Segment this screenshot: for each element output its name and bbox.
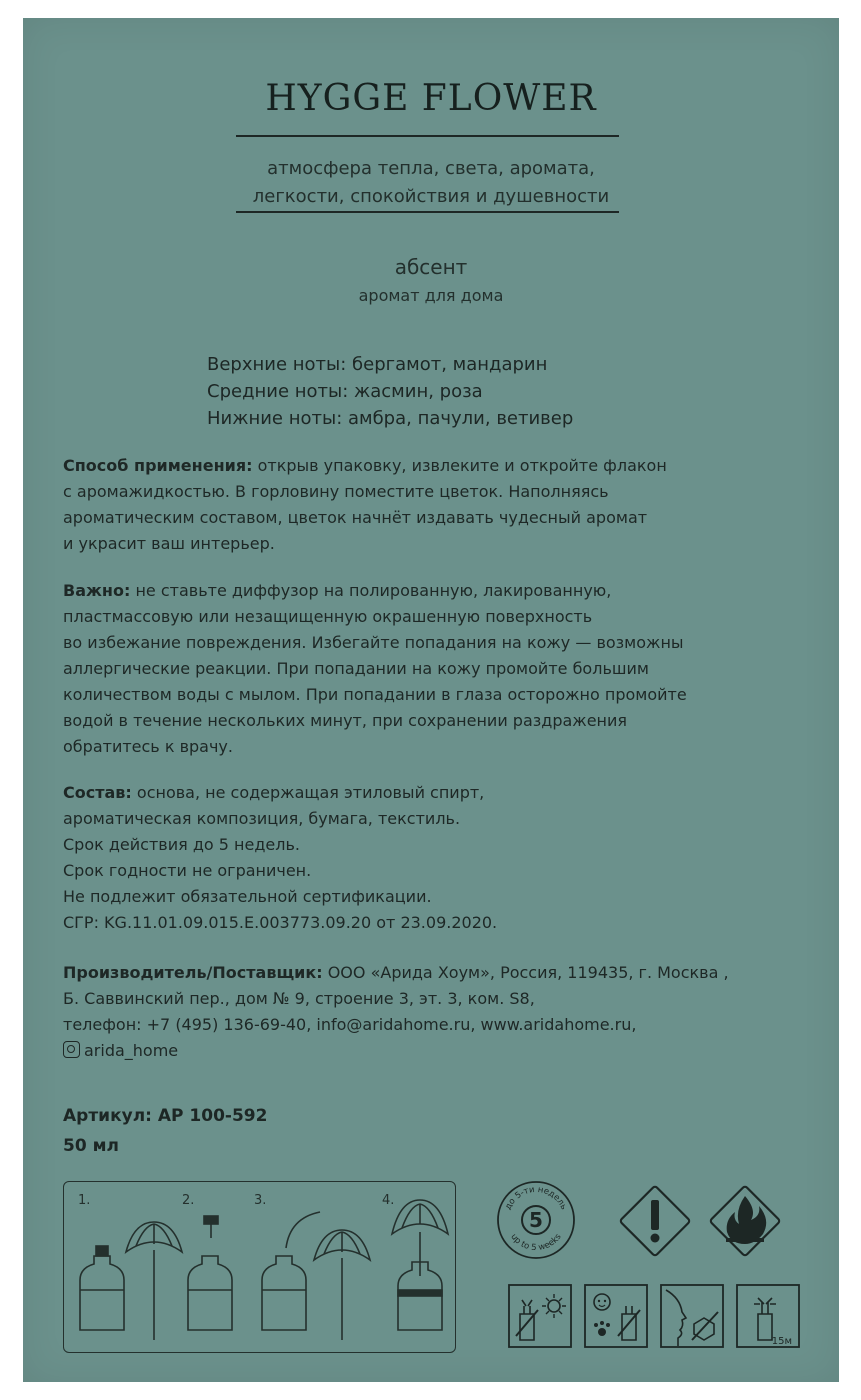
composition-section bbox=[63, 780, 803, 936]
notes-bottom: Нижние ноты: амбра, пачули, ветивер bbox=[207, 408, 574, 429]
tagline-line-2: легкости, спокойствия и душевности bbox=[252, 186, 610, 207]
warning-line: аллергические реакции. При попадании на кожу промойте большим bbox=[63, 659, 649, 678]
warning-line: количеством воды с мылом. При попадании в глаза осторожно промойте bbox=[63, 685, 687, 704]
usage-line: и украсит ваш интерьер. bbox=[63, 534, 275, 553]
usage-line: открыв упаковку, извлеките и откройте флакон bbox=[252, 456, 667, 475]
top-divider bbox=[236, 135, 619, 137]
warning-label: Важно: bbox=[63, 581, 131, 600]
composition-line: СГР: KG.11.01.09.015.Е.003773.09.20 от 23.09.2020. bbox=[63, 913, 498, 932]
duration-badge-icon bbox=[494, 1178, 578, 1262]
usage-steps-illustration bbox=[64, 1182, 455, 1352]
manufacturer-line: Б. Саввинский пер., дом № 9, строение 3, эт. 3, ком. S8, bbox=[63, 989, 535, 1008]
composition-line: Не подлежит обязательной сертификации. bbox=[63, 887, 432, 906]
notes-top: Верхние ноты: бергамот, мандарин bbox=[207, 354, 548, 375]
no-sunlight-icon bbox=[508, 1284, 572, 1348]
flammable-icon bbox=[704, 1180, 786, 1262]
step-label: 3. bbox=[254, 1193, 267, 1208]
drop-bottle-icon bbox=[80, 1246, 124, 1330]
badge-number: 5 bbox=[529, 1208, 543, 1232]
package-panel bbox=[23, 18, 839, 1382]
drop-bottle-icon bbox=[262, 1212, 320, 1330]
warning-line: не ставьте диффузор на полированную, лакированную, bbox=[130, 581, 612, 600]
composition-line: ароматическая композиция, бумага, текстиль. bbox=[63, 809, 461, 828]
room-size-label: 15м bbox=[771, 1336, 792, 1347]
step-label: 2. bbox=[182, 1193, 195, 1208]
exclamation-warning-icon bbox=[614, 1180, 696, 1262]
manufacturer-section bbox=[63, 960, 803, 1064]
flower-icon bbox=[314, 1230, 370, 1340]
usage-steps-panel bbox=[63, 1181, 456, 1353]
warning-line: обратитесь к врачу. bbox=[63, 737, 233, 756]
composition-line: Срок годности не ограничен. bbox=[63, 861, 312, 880]
manufacturer-line: ООО «Арида Хоум», Россия, 119435, г. Москва , bbox=[322, 963, 729, 982]
drop-bottle-icon bbox=[188, 1216, 232, 1330]
notes-middle: Средние ноты: жасмин, роза bbox=[207, 381, 483, 402]
warning-line: пластмассовую или незащищенную окрашенную поверхность bbox=[63, 607, 593, 626]
manufacturer-line: телефон: +7 (495) 136-69-40, info@aridahome.ru, www.aridahome.ru, bbox=[63, 1015, 637, 1034]
article-number: Артикул: АР 100-592 bbox=[63, 1106, 268, 1126]
instagram-icon bbox=[63, 1041, 80, 1058]
product-variant: абсент bbox=[394, 255, 468, 279]
composition-line: Срок действия до 5 недель. bbox=[63, 835, 300, 854]
volume: 50 мл bbox=[63, 1136, 119, 1156]
instagram-handle: arida_home bbox=[84, 1041, 179, 1060]
article-block bbox=[63, 1101, 267, 1161]
brand-title: HYGGE FLOWER bbox=[265, 78, 597, 119]
warning-section bbox=[63, 578, 803, 760]
badge-ring-top: до 5-ти недель bbox=[503, 1184, 569, 1212]
badge-ring-bottom: up to 5 weeks bbox=[508, 1232, 564, 1254]
flower-icon bbox=[392, 1200, 448, 1276]
room-size-icon bbox=[736, 1284, 800, 1348]
warning-line: водой в течение нескольких минут, при сохранении раздражения bbox=[63, 711, 628, 730]
product-kind: аромат для дома bbox=[358, 286, 504, 305]
tagline-line-1: атмосфера тепла, света, аромата, bbox=[267, 158, 595, 179]
step-label: 4. bbox=[382, 1193, 395, 1208]
composition-line: основа, не содержащая этиловый спирт, bbox=[131, 783, 485, 802]
keep-away-children-pets-icon bbox=[584, 1284, 648, 1348]
step-label: 1. bbox=[78, 1193, 91, 1208]
do-not-inhale-icon bbox=[660, 1284, 724, 1348]
manufacturer-label: Производитель/Поставщик: bbox=[63, 963, 323, 982]
usage-label: Способ применения: bbox=[63, 456, 253, 475]
bottom-divider bbox=[236, 211, 619, 213]
usage-line: с аромажидкостью. В горловину поместите цветок. Наполняясь bbox=[63, 482, 609, 501]
usage-line: ароматическим составом, цветок начнёт издавать чудесный аромат bbox=[63, 508, 648, 527]
usage-section bbox=[63, 453, 803, 557]
tagline bbox=[23, 155, 839, 211]
warning-line: во избежание повреждения. Избегайте попадания на кожу — возможны bbox=[63, 633, 684, 652]
composition-label: Состав: bbox=[63, 783, 132, 802]
flower-icon bbox=[126, 1222, 182, 1340]
fragrance-notes bbox=[207, 351, 573, 432]
